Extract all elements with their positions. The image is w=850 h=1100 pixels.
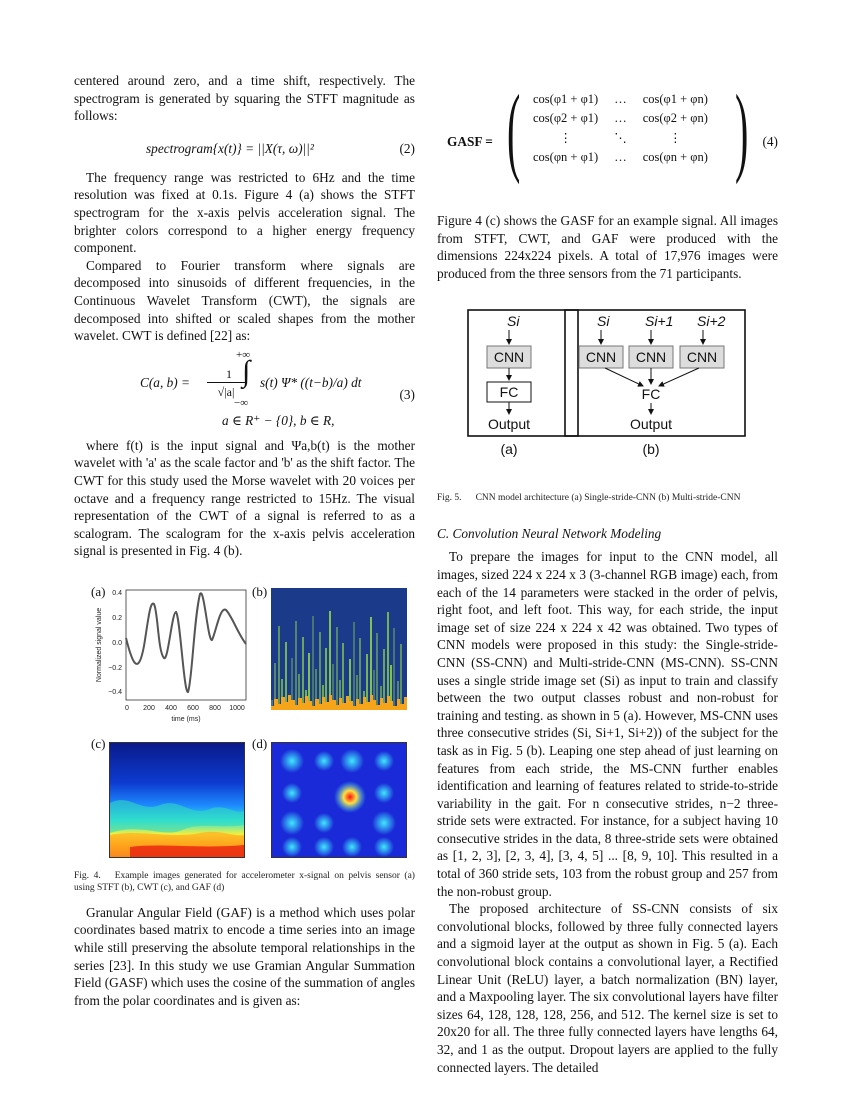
equation-3-lhs: C(a, b) = (140, 374, 190, 390)
paragraph: Compared to Fourier transform where signals are decomposed into sinusoids of different frequencies, in the Continuous Wavelet Transform (CWT), the signals are decomposed into shifted or scaled shapes from the mother wavelet. CWT is defined [22] as: (74, 257, 415, 344)
input-label: Si+2 (697, 313, 726, 330)
stft-bar (319, 632, 321, 710)
xtick-label: 200 (143, 704, 155, 712)
stft-low-band (404, 697, 407, 710)
ytick-label: 0.2 (112, 614, 122, 622)
equation-3-condition: a ∈ R⁺ − {0}, b ∈ R, (222, 412, 335, 428)
output-label: Output (629, 416, 673, 433)
paragraph: where f(t) is the input signal and Ψa,b(t) is the mother wavelet with 'a' as the scale factor and 'b' as the shift factor. The CWT for this study used the Morse wavelet with 20 voices per octave and a frequency range restricted to 15Hz. The visual representation of the CWT of a signal is referred to as a scalogram. The scalogram for the x-axis pelvis acceleration signal is presented in Fig. 4 (b). (74, 437, 415, 559)
fc-label: FC (641, 386, 661, 403)
figure-5-diagram (437, 306, 778, 470)
equation-2 (74, 135, 415, 165)
subfig-label: (a) (500, 441, 518, 458)
equation-3-integrand: s(t) Ψ* ((t−b)/a) dt (260, 374, 362, 390)
stft-bar (285, 642, 287, 710)
section-heading: C. Convolution Neural Network Modeling (437, 526, 662, 542)
stft-bar (353, 622, 355, 710)
integral-icon: ∫ (242, 354, 251, 388)
xtick-label: 600 (187, 704, 199, 712)
ytick-label: −0.2 (108, 664, 122, 672)
stft-bar (359, 638, 361, 710)
left-paren-icon: ( (507, 74, 521, 185)
equation-3-upper: +∞ (236, 348, 251, 361)
cnn-label: CNN (493, 349, 525, 366)
matrix-row: cos(φ1 + φ1) … cos(φ1 + φn) (533, 92, 708, 106)
stft-bar (302, 637, 304, 710)
paragraph: The proposed architecture of SS-CNN consists of six convolutional blocks, followed by three fully connected layers and a sigmoid layer at the output as shown in Fig. 5 (a). Each convolutional block contains a convolutional layer, a Rectified Linear Unit (ReLU) layer, a batch normalization (BN) layer, and a Maxpooling layer. The six convolutional layers have filter sizes 64, 128, 128, 128, 256, and 512. The kernel size is set to 20x20 for all. The three fully connected layers have lengths 64, 32, and 1 as the output. Dropout layers are applied to the fully connected layers. The detailed (437, 901, 778, 1075)
xtick-label: 800 (209, 704, 221, 712)
right-paren-icon: ) (735, 74, 749, 185)
stft-bar (400, 644, 402, 710)
subfig-label-a: (a) (91, 583, 106, 599)
xtick-label: 1000 (229, 704, 245, 712)
paragraph: centered around zero, and a time shift, respectively. The spectrogram is generated by squaring the STFT magnitude as follows: (74, 73, 415, 124)
paragraph: Figure 4 (c) shows the GASF for an example signal. All images from STFT, CWT, and GAF were produced with the dimensions 224x224 pixels. A total of 17,976 images were produced from the three sensors from the 71 participants. (437, 213, 778, 281)
equation-3-frac-num: 1 (226, 366, 232, 381)
stft-bar (393, 628, 395, 710)
stft-bar (336, 627, 338, 710)
equation-4-lhs: GASF = (447, 134, 493, 149)
input-label: Si (597, 313, 610, 330)
equation-3-lower: −∞ (234, 396, 249, 409)
input-label: Si+1 (645, 313, 674, 330)
equation-3-frac-den: √|a| (217, 384, 235, 399)
equation-2-number: (2) (399, 140, 415, 156)
equation-2-body: spectrogram{x(t)} = ||X(τ, ω)||² (146, 140, 314, 156)
right-column (437, 72, 778, 1076)
matrix-row: ⋮ ⋱ ⋮ (559, 131, 682, 145)
figure-4-caption (74, 870, 415, 894)
paragraph: To prepare the images for input to the CNN model, all images, sized 224 x 224 x 3 (3-channel RGB image) each, from each of the 14 parameters were stacked in the order of pelvis, right foot, and left foot. This way, for each stride, the input image set of size 224 x 224 x 42 was obtained. Two types of CNN models were proposed in this study: the Single-stride-CNN (SS-CNN) and Multi-stride-CNN (MS-CNN). SS-CNN uses a single stride image set (Si) as input to train and classify between the two output classes robust and non-robust for training and testing. as shown in 5 (a). However, MS-CNN uses three consecutive strides (Si, Si+1, Si+2)) of the subject for the task as in Fig. 5 (b). Leaping one step ahead of just learning on features from each stride, the MS-CNN further enables identification and learning of features related to stride-to-stride variability in the gait. For n consecutive strides, n−2 three-stride sets were extracted. For instance, for a subject having 10 consecutive strides in the data, 8 three-stride sets were obtained as [1, 2, 3], [2, 3, 4], [3, 4, 5] ... [8, 9, 10]. This resulted in a total of 360 stride sets, 103 from the robust group and 257 from the non-robust group. (437, 549, 778, 899)
paragraph: Granular Angular Field (GAF) is a method which uses polar coordinates based matrix to encode a time series into an image while still preserving the absolute temporal relationships in the series [23]. In this study we use Gramian Angular Summation Field (GASF) which uses the cosine of the summation of angles from the polar coordinates and is given as: (74, 904, 415, 1008)
matrix-row: cos(φn + φ1) … cos(φn + φn) (533, 150, 708, 164)
cwt-scalogram (109, 742, 245, 858)
y-axis-label: Normalized signal value (96, 607, 103, 683)
cnn-label: CNN (635, 349, 667, 366)
figure-5-caption (437, 492, 778, 504)
signal-line (126, 593, 246, 692)
figure-5-caption-text: CNN model architecture (a) Single-stride-CNN (b) Multi-stride-CNN (475, 493, 741, 504)
fc-label: FC (499, 384, 519, 401)
equation-3 (74, 349, 415, 437)
xtick-label: 0 (125, 704, 129, 712)
figure-4-caption-text: Example images generated for accelerometer x-signal on pelvis sensor (a) using STFT (b), CWT (c), and GAF (d) (74, 870, 415, 893)
stft-bar (342, 643, 344, 710)
output-label: Output (487, 416, 531, 433)
subfig-label: (b) (642, 441, 660, 458)
stft-spectrogram (271, 588, 407, 710)
ytick-label: 0.0 (112, 639, 122, 647)
left-column (74, 72, 415, 1009)
figure-4-caption-label: Fig. 4. (74, 870, 101, 881)
equation-4 (437, 74, 778, 206)
matrix-row: cos(φ2 + φ1) … cos(φ2 + φn) (533, 111, 708, 125)
stft-bar (278, 626, 280, 710)
stft-bar (312, 616, 314, 710)
stft-bar (295, 621, 297, 710)
equation-4-number: (4) (762, 134, 778, 149)
paragraph: The frequency range was restricted to 6Hz and the time resolution was fixed at 0.1s. Figure 4 (a) shows the STFT spectrogram for the x-axis pelvis acceleration signal. The brighter colors correspond to a higher energy frequency component. (74, 169, 415, 256)
figure-5-caption-label: Fig. 5. (437, 493, 462, 504)
figure-4 (74, 582, 415, 893)
input-label: Si (507, 313, 520, 330)
subfig-label-d: (d) (252, 735, 268, 751)
cnn-label: CNN (686, 349, 718, 366)
equation-3-number: (3) (399, 386, 415, 402)
signal-plot (92, 582, 252, 732)
x-axis-label: time (ms) (171, 715, 201, 723)
stft-bar (376, 633, 378, 710)
subfig-label-c: (c) (91, 735, 106, 751)
matrix-table (527, 90, 714, 167)
xtick-label: 400 (165, 704, 177, 712)
subfig-label-b: (b) (252, 583, 268, 599)
ytick-label: 0.4 (112, 589, 122, 597)
cnn-label: CNN (585, 349, 617, 366)
stft-bar (325, 648, 327, 710)
stft-bar (383, 649, 385, 710)
ytick-label: −0.4 (108, 688, 122, 696)
gaf-image (271, 742, 407, 858)
